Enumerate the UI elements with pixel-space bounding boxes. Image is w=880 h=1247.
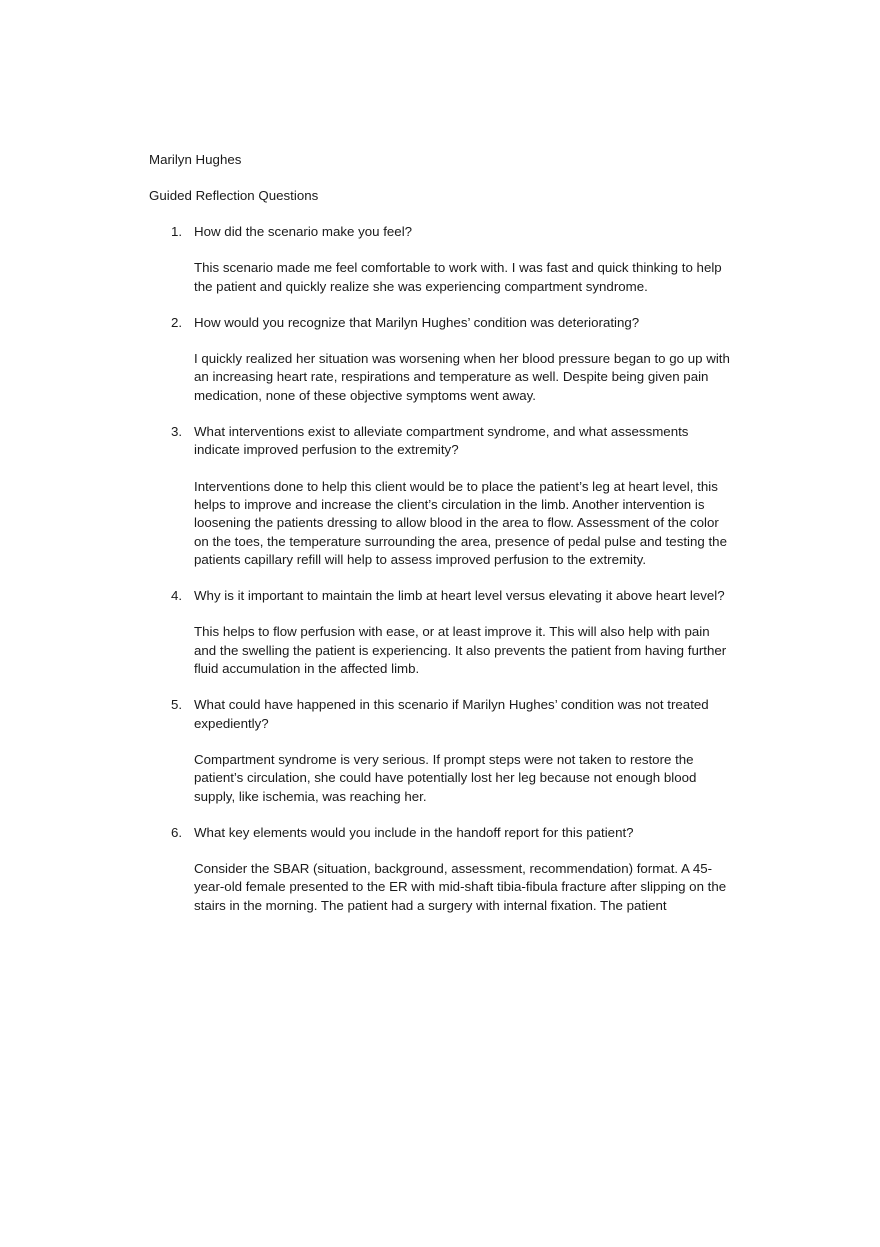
question-item-4 — [0, 587, 880, 678]
answer-text — [194, 478, 734, 569]
answer-paragraph: Compartment syndrome is very serious. If prompt steps were not taken to restore the patient’s circulation, she could have potentially lost her leg because not enough blood supply, like ischemia, was reaching her. — [194, 751, 697, 804]
question-item-2 — [0, 314, 880, 405]
answer-text — [194, 751, 734, 806]
question-item-5 — [0, 696, 880, 805]
question-number: 4. — [171, 588, 183, 604]
answer-text — [194, 623, 734, 678]
question-number: 6. — [171, 824, 183, 840]
question-number: 3. — [171, 424, 183, 440]
answer-paragraph: This scenario made me feel comfortable to work with. I was fast and quick thinking to help the patient and quickly realize she was experiencing compartment syndrome. — [194, 260, 722, 294]
question-number: 2. — [171, 314, 183, 330]
answer-text — [194, 860, 734, 915]
answer-paragraph: Interventions done to help this client would be to place the patient’s leg at heart level, this helps to improve and increase the client’s circulation in the limb. Another intervention is loosening the patients dressing to allow blood in the area to flow. Assessment of the color on the toes, the temperature surrounding the area, presence of pedal pulse and testing the patients capillary refill will help to assess improved perfusion to the extremity. — [194, 478, 727, 567]
question-item-1 — [0, 223, 880, 296]
question-number: 5. — [171, 697, 183, 713]
answer-paragraph: Consider the SBAR (situation, background, assessment, recommendation) format. A 45-year-old female presented to the ER with mid-shaft tibia-fibula fracture after slipping on the stairs in the morning. The patient had a surgery with internal fixation. The patient — [194, 861, 727, 913]
question-text: What could have happened in this scenario if Marilyn Hughes’ condition was not treated expediently? — [194, 697, 709, 731]
question-number: 1. — [171, 224, 183, 239]
answer-paragraph: This helps to flow perfusion with ease, or at least improve it. This will also help with pain and the swelling the patient is experiencing. It also prevents the patient from having further fluid accumulation in the affected limb. — [194, 624, 727, 677]
question-item-3 — [0, 423, 880, 569]
answer-paragraph: I quickly realized her situation was worsening when her blood pressure began to go up with an increasing heart rate, respirations and temperature as well. Despite being given pain medication, none of these objective symptoms went away. — [194, 351, 730, 403]
question-text: Why is it important to maintain the limb at heart level versus elevating it above heart level? — [194, 588, 725, 604]
question-text: What interventions exist to alleviate compartment syndrome, and what assessments indicate improved perfusion to the extremity? — [194, 424, 689, 458]
answer-text — [194, 350, 734, 405]
question-text: How would you recognize that Marilyn Hughes’ condition was deteriorating? — [194, 314, 640, 330]
question-item-6 — [0, 824, 880, 915]
author-name: Marilyn Hughes — [149, 152, 242, 167]
document-title: Guided Reflection Questions — [149, 188, 319, 203]
question-list — [0, 223, 880, 933]
answer-text — [194, 259, 734, 296]
question-text: How did the scenario make you feel? — [194, 224, 413, 239]
question-text: What key elements would you include in the handoff report for this patient? — [194, 824, 634, 840]
